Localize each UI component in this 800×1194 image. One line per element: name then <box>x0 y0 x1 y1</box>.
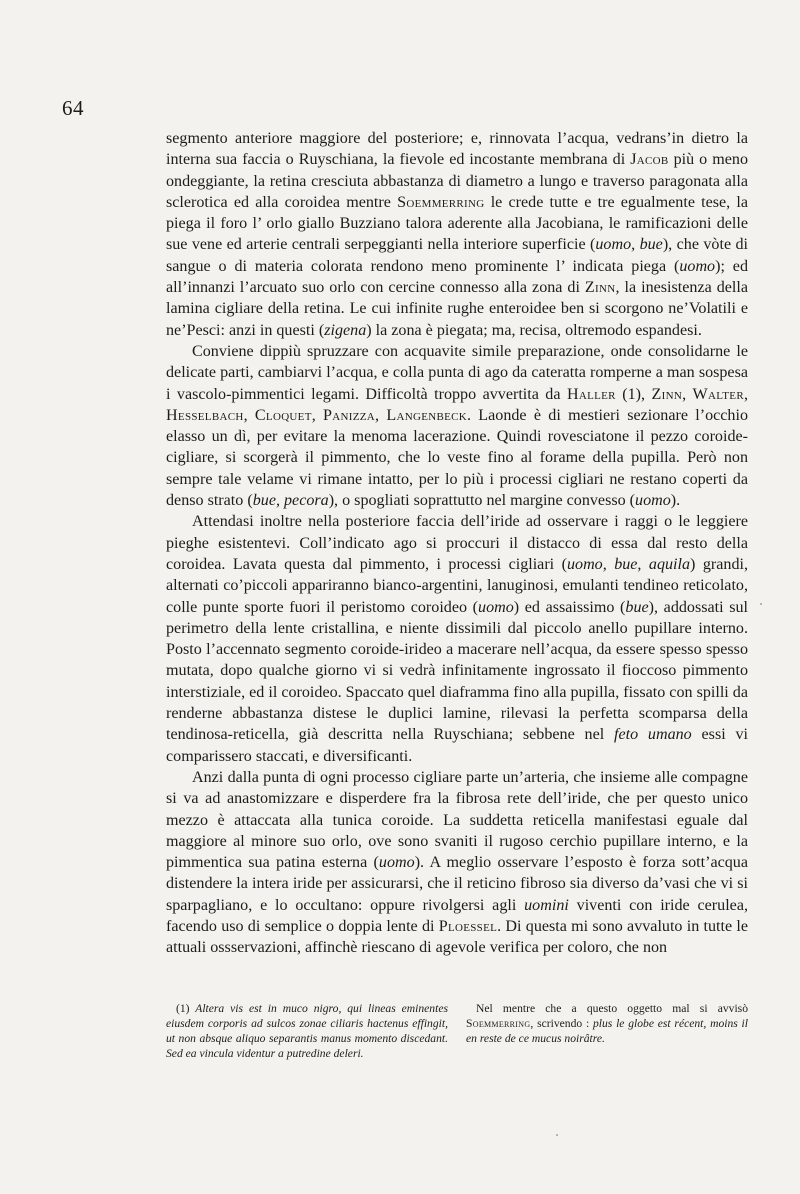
italic-text: zigena <box>324 321 367 339</box>
proper-name-text: Zinn <box>651 385 683 403</box>
paragraph-4 <box>166 767 748 959</box>
text-run: ). <box>670 492 681 510</box>
footnote-latin <box>166 1001 448 1061</box>
text-run: , la inesistenza della lamina cigliare della retina. Le cui infinite rughe enteroidee ben si scorgono ne’Volatili e ne’Pesci: anzi in questi ( <box>166 279 748 339</box>
italic-text: bue <box>625 598 649 616</box>
text-run: , <box>311 406 324 424</box>
proper-name-text: Haller <box>566 385 616 403</box>
text-run: le crede tutte e tre egualmente tese, la piega il foro l’ orlo giallo Buzziano talora aderente alla Jacobiana, le ramificazioni delle sue vene ed arterie centrali serpeggianti nella interiore superficie ( <box>166 193 748 254</box>
text-run: , <box>243 406 255 424</box>
paragraph-2 <box>166 341 748 511</box>
footnote-latin-text: Altera vis est in muco nigro, qui lineas eminentes eiusdem corporis ad sulcos zonae ciliaris hactenus effingit, ut non absque aliquo separantis manus momento discedant. Sed ea vincula videntur a putredine deleri. <box>166 1002 448 1060</box>
paper-speck <box>760 603 762 605</box>
text-run: ) la zona è piegata; ma, recisa, oltremodo espandesi. <box>366 321 702 339</box>
text-run: essi vi comparissero staccati, e diversificanti. <box>166 726 748 765</box>
italic-text: uomini <box>524 896 569 914</box>
text-run: Attendasi inoltre nella posteriore faccia dell’iride ad osservare i raggi o le leggiere pieghe esistentevi. Coll’indicato ago si proccuri il distacco di essa dal resto della coroidea. Lavata questa dal pimmento, i processi cigliari ( <box>166 513 748 573</box>
text-run: , scrivendo : <box>530 1017 593 1030</box>
proper-name-text: Jacob <box>630 151 669 169</box>
italic-text: uomo <box>679 257 716 275</box>
page-number: 64 <box>62 96 84 120</box>
proper-name-text: Hesselbach <box>166 406 244 424</box>
text-run: Conviene dippiù spruzzare con acquavite simile preparazione, onde consolidarne le delicate parti, cambiarvi l’acqua, e colla punta di ago da cateratta romperne a man sospesa i vascolo-pimmentici legami. Difficoltà troppo avvertita da <box>166 342 748 403</box>
proper-name-text: Soemmerring <box>397 193 485 211</box>
proper-name-text: Soemmerring <box>466 1017 531 1030</box>
text-run: viventi con iride cerulea, facendo uso di semplice o doppia lente di <box>166 896 748 935</box>
text-run: segmento anteriore maggiore del posteriore; e, rinnovata l’acqua, vedrans’in dietro la interna sua faccia o Ruyschiana, la fievole ed incostante membrana di <box>166 130 748 169</box>
text-run: . Laonde è di mestieri sezionare l’occhio elasso un dì, per evitare la menoma lacerazione. Quindi rovesciatone il pezzo coroide-cigliare, si scorgerà il pimmento, che lo veste fino al forame della pupilla. Però non sempre tale velame vi rimane intatto, per lo più i processi cigliari ne restano coperti da denso strato ( <box>166 406 748 510</box>
text-run: ), addossati sul perimetro della lente cristallina, e niente dissimili dal piccolo anello pupillare interno. Posto l’accennato segmento coroide-irideo a macerare nell’acqua, da essere spesso spesso mutata, dopo qualche giorno vi si vedrà infinitamente ingrossato il fioccoso pimmento interstiziale, ed il coroideo. Spaccato quel diaframma fino alla pupilla, fissato con spilli da renderne abbastanza distese le duplici lamine, rilevasi la perfetta scomparsa della tendinosa-reticella, già descritta nella Ruyschiana; sebbene nel <box>166 598 748 744</box>
italic-text: uomo <box>378 854 415 872</box>
proper-name-text: Langenbeck <box>386 406 467 424</box>
italic-text: uomo, bue <box>595 236 663 254</box>
footnote-italian <box>466 1001 748 1061</box>
proper-name-text: Ploessel <box>438 917 498 935</box>
paper-speck <box>556 1134 558 1136</box>
text-run: ); ed all’innanzi l’arcuato suo orlo con cercine connesso alla zona di <box>166 257 748 297</box>
italic-text: uomo, bue, aquila <box>566 555 691 573</box>
main-body-text <box>166 128 748 959</box>
text-run: ). A meglio osservare l’esposto è forza sott’acqua distendere la intera iride per assicurarsi, che il reticino fibroso sia diverso da’vasi che vi si sparpagliano, e lo occultano: oppure rivolgersi agli <box>166 854 748 914</box>
text-run: ) grandi, alternati co’piccoli appariranno bianco-argentini, lanuginosi, emulanti tendineo reticolato, colle punte sporte fuori il peristomo coroideo ( <box>166 555 748 616</box>
text-run: . Di questa mi sono avvaluto in tutte le attuali ossservazioni, affinchè riescano di agevole verifica per coloro, che non <box>166 917 748 957</box>
footnotes <box>166 1001 748 1061</box>
proper-name-text: Cloquet <box>254 406 312 424</box>
text-run: , <box>375 406 387 424</box>
italic-text: uomo <box>478 598 514 616</box>
proper-name-text: Walter <box>692 385 744 403</box>
italic-text: plus le globe est récent, moins il en reste de ce mucus noirâtre. <box>466 1017 748 1045</box>
text-run: Anzi dalla punta di ogni processo cigliare parte un’arteria, che insieme alle compagne si va ad anastomizzare e disperdere fra la fibrosa rete dell’iride, che per questo unico mezzo è attaccata alla tunica coroide. La suddetta reticella manifestasi eguale dal maggiore al minore suo orlo, ove sono svaniti il rugoso cerchio pupillare interno, e la pimmentica sua patina esterna ( <box>166 768 748 872</box>
footnote-marker: (1) <box>176 1002 190 1015</box>
text-run: ), che vòte di sangue o di materia colorata rendono meno prominente l’ indicata piega ( <box>166 236 749 275</box>
text-run: ) ed assaissimo ( <box>513 598 626 616</box>
italic-text: bue, pecora <box>252 492 329 510</box>
italic-text: uomo <box>635 492 671 510</box>
text-run: Nel mentre che a questo oggetto mal si avvisò <box>476 1002 748 1015</box>
paragraph-1 <box>166 128 748 341</box>
text-run: più o meno ondeggiante, la retina cresciuta abbastanza di diametro a lungo e traverso paragonata alla sclerotica ed alla coroidea mentre <box>166 151 749 211</box>
proper-name-text: Zinn <box>584 279 616 297</box>
text-run: , <box>682 385 693 403</box>
text-run: , <box>743 385 748 403</box>
proper-name-text: Panizza <box>323 406 376 424</box>
paragraph-3 <box>166 511 748 767</box>
text-run: (1), <box>615 385 652 403</box>
italic-text: feto umano <box>613 726 692 744</box>
text-run: ), o spogliati soprattutto nel margine convesso ( <box>328 492 636 510</box>
